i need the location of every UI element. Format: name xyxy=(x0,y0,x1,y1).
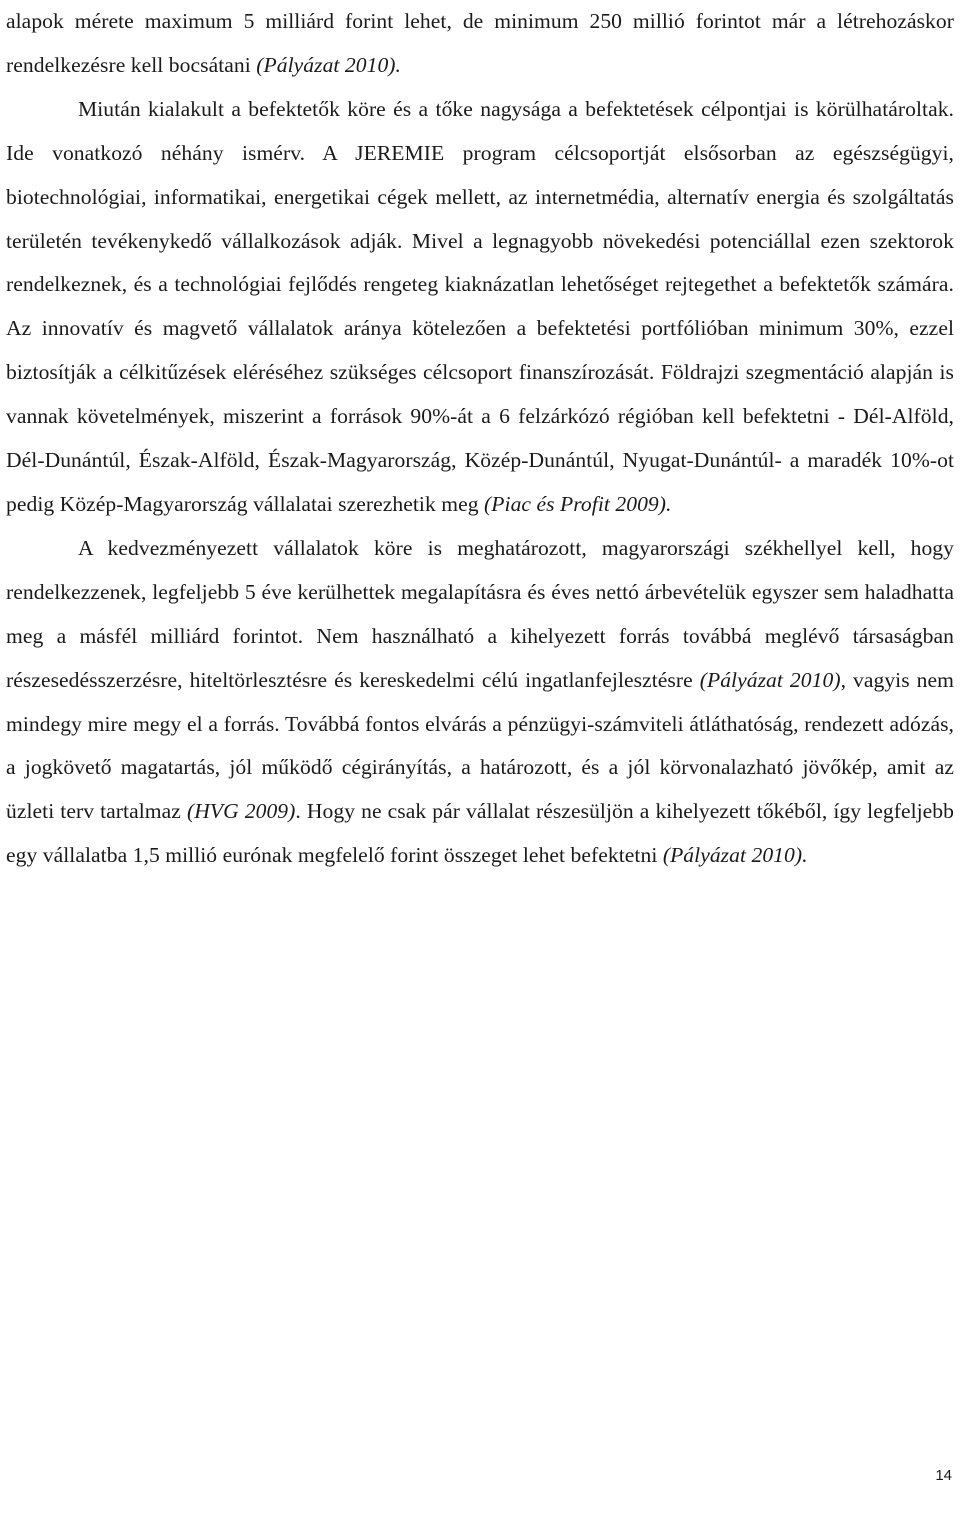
citation: (Piac és Profit 2009). xyxy=(484,491,672,516)
paragraph xyxy=(6,88,954,527)
citation: (Pályázat 2010). xyxy=(662,843,808,868)
text-run: . Hogy ne csak pár vállalat részesüljön a kihelyezett tőkéből, így legfeljebb egy vállalatba 1,5 millió eurónak megfelelő forint összeget lehet befektetni xyxy=(6,799,955,868)
page-number: 14 xyxy=(935,1467,952,1484)
citation: (Pályázat 2010). xyxy=(256,52,401,77)
paragraph xyxy=(6,527,954,878)
citation: (HVG 2009) xyxy=(186,799,296,824)
text-run: Miután kialakult a befektetők köre és a tőke nagysága a befektetések célpontjai is körülhatároltak. Ide vonatkozó néhány ismérv. A JEREMIE program célcsoportját elsősorban az egészségügyi, biotechnológiai, informatikai, energetikai cégek mellett, az internetmédia, alternatív energia és szolgáltatás területén tevékenykedő vállalkozások adják. Mivel a legnagyobb növekedési potenciállal ezen szektorok rendelkeznek, és a technológiai fejlődés rengeteg kiaknázatlan lehetőséget rejtegethet a befektetők számára. Az innovatív és magvető vállalatok aránya kötelezően a befektetési portfólióban minimum 30%, ezzel biztosítják a célkitűzések eléréséhez szükséges célcsoport finanszírozását. Földrajzi szegmentáció alapján is vannak követelmények, miszerint a források 90%-át a 6 felzárkózó régióban kell befektetni - Dél-Alföld, Dél-Dunántúl, Észak-Alföld, Észak-Magyarország, Közép-Dunántúl, Nyugat-Dunántúl- a maradék 10%-ot pedig Közép-Magyarország vállalatai szerezhetik meg xyxy=(6,96,954,516)
body-text xyxy=(6,0,954,878)
text-run: A kedvezményezett vállalatok köre is meghatározott, magyarországi székhellyel kell, hogy rendelkezzenek, legfeljebb 5 éve kerülhettek megalapításra és éves nettó árbevételük egyszer sem haladhatta meg a másfél milliárd forintot. Nem használható a kihelyezett forrás továbbá meglévő társaságban részesedésszerzésre, hiteltörlesztésre és kereskedelmi célú ingatlanfejlesztésre xyxy=(6,535,954,692)
text-run: , vagyis nem mindegy mire megy el a forrás. Továbbá fontos elvárás a pénzügyi-számviteli átláthatóság, rendezett adózás, a jogkövető magatartás, jól működő cégirányítás, a határozott, és a jól körvonalazható jövőkép, amit az üzleti terv tartalmaz xyxy=(6,667,954,824)
paragraph xyxy=(6,0,954,88)
text-run: alapok mérete maximum 5 milliárd forint lehet, de minimum 250 millió forintot már a létrehozáskor rendelkezésre kell bocsátani xyxy=(6,9,954,77)
citation: (Pályázat 2010) xyxy=(699,667,841,692)
